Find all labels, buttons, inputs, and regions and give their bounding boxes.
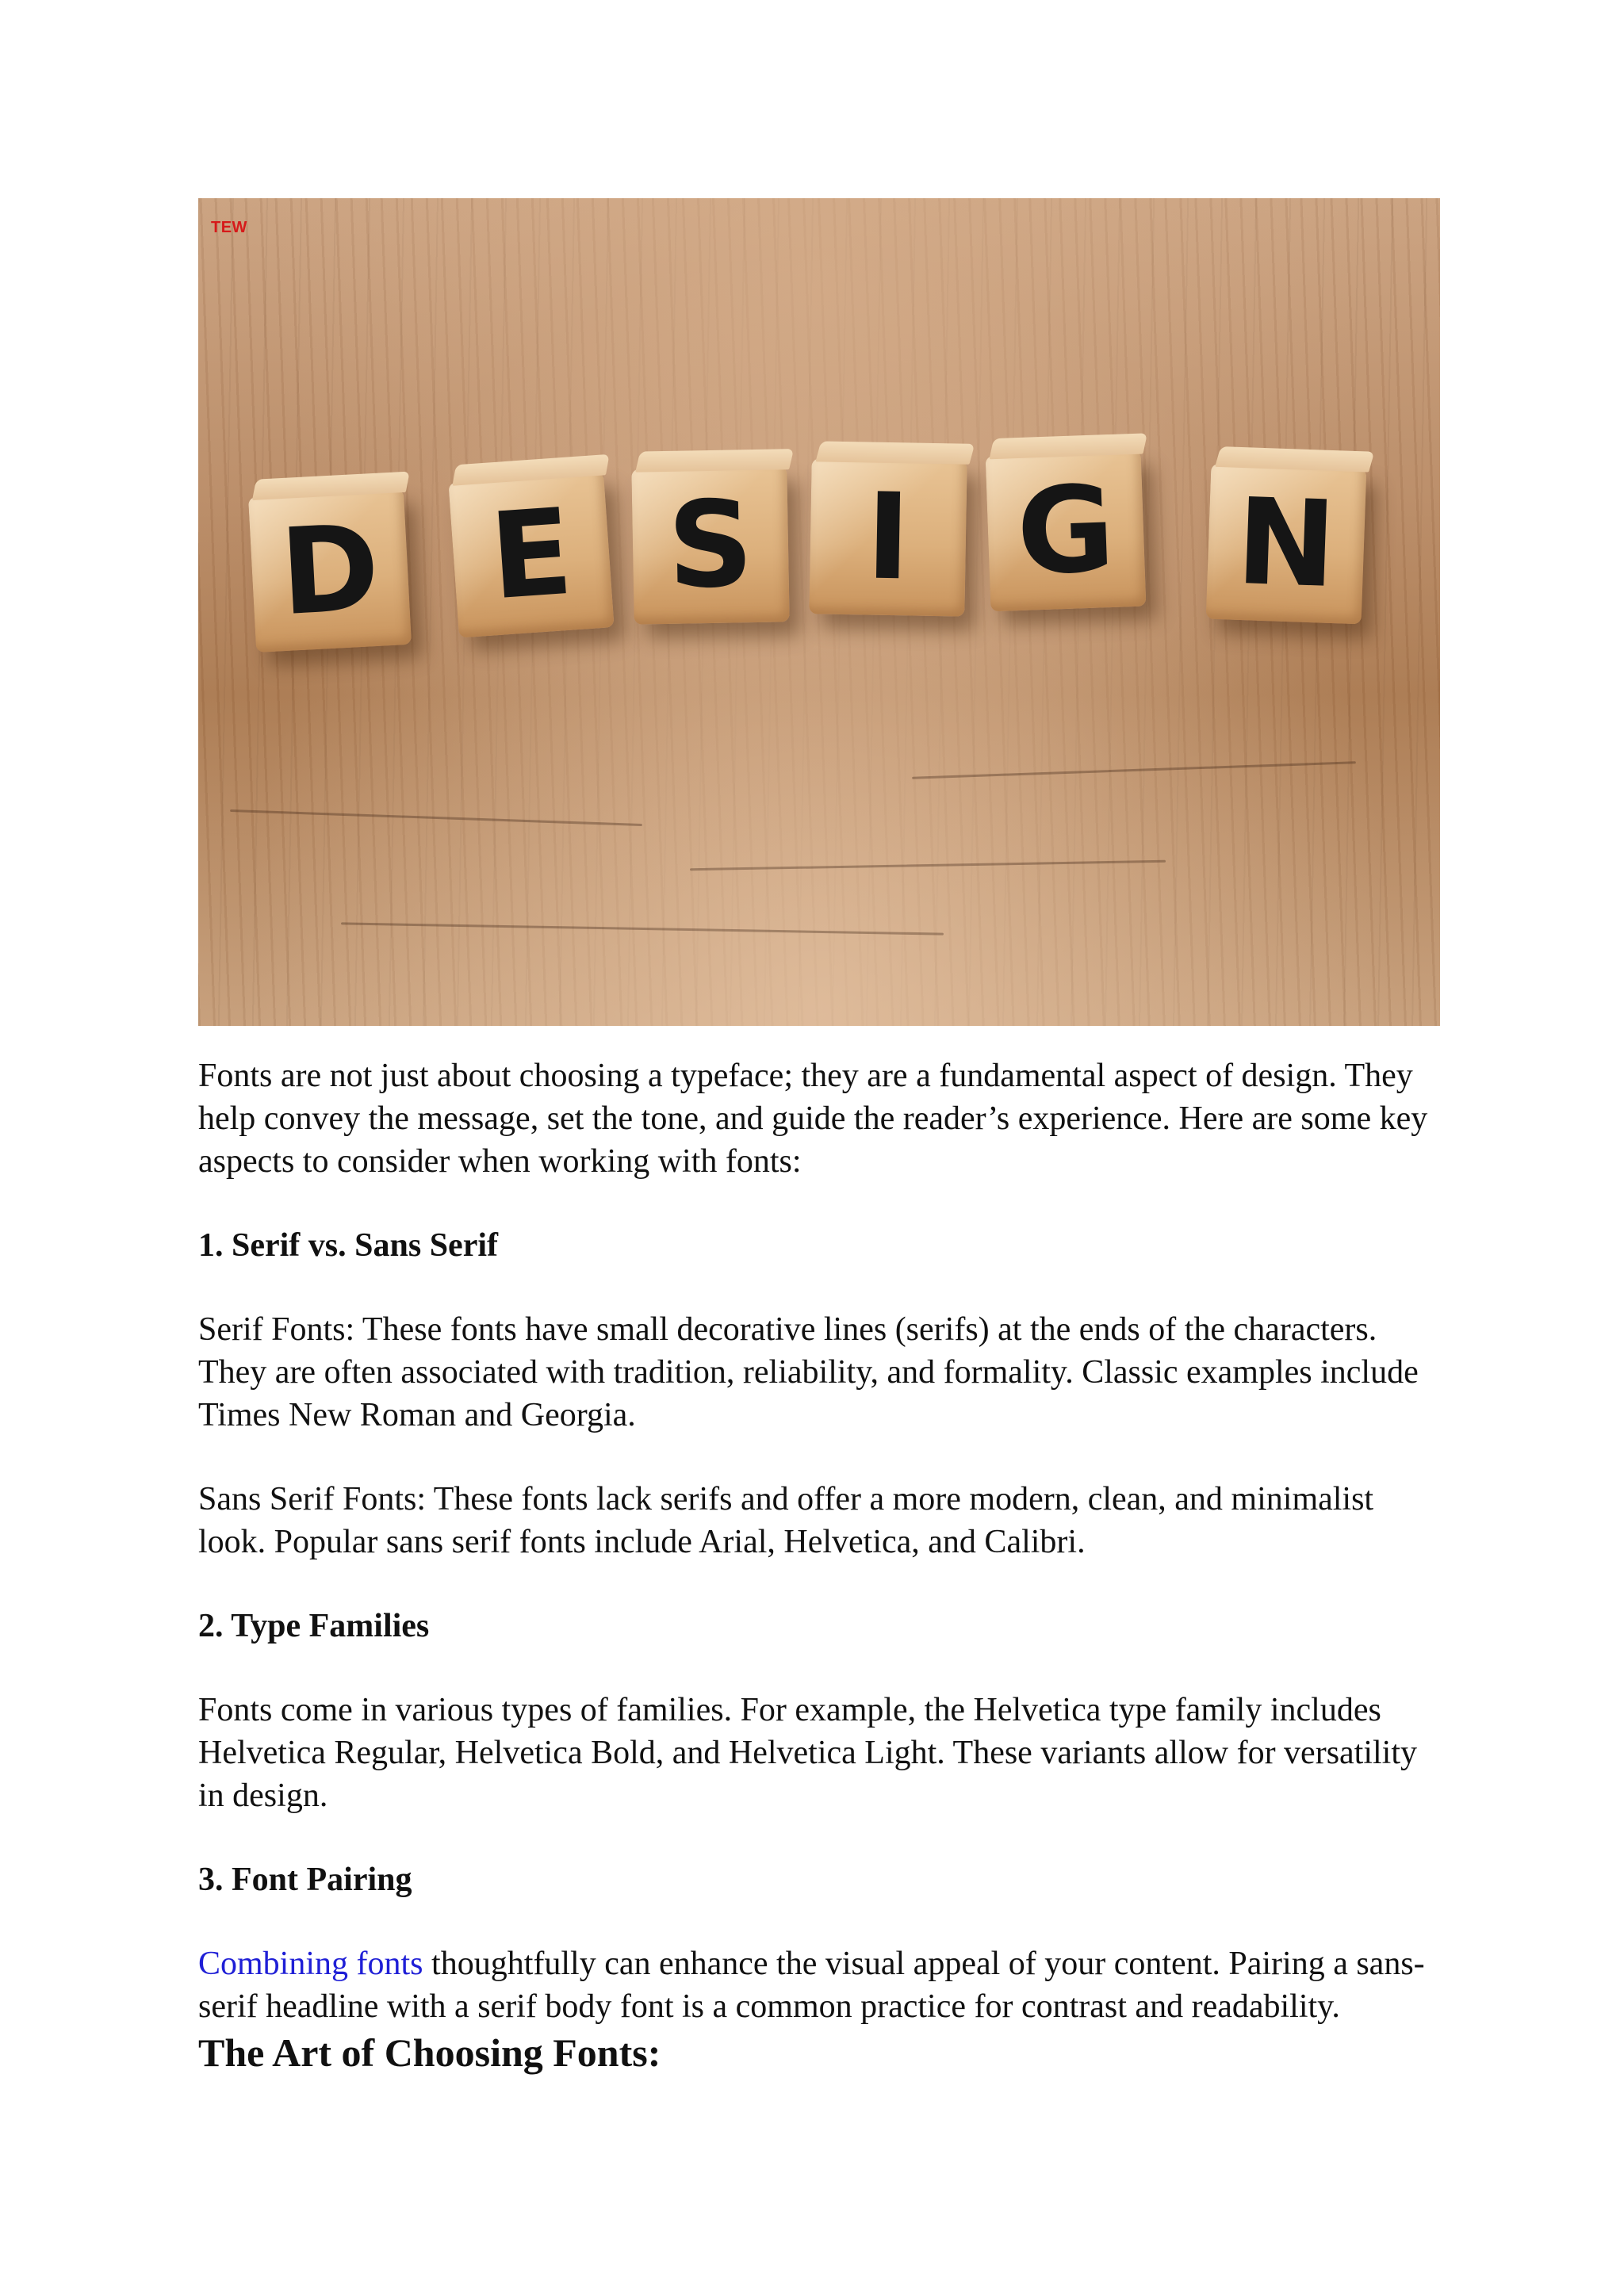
letter-block: G [986, 451, 1147, 612]
document-page [198, 198, 1443, 2077]
article-body [198, 1054, 1443, 2077]
tew-logo: TEW [211, 219, 247, 236]
letter-block: N [1206, 464, 1367, 625]
serif-paragraph: Serif Fonts: These fonts have small decorative lines (serifs) at the ends of the characters. They are often associated with tradition, reliability, and formality. Classic examples include Times New Roman and Georgia. [198, 1311, 1419, 1433]
font-pairing-text: thoughtfully can enhance the visual appeal of your content. Pairing a sans-serif headline with a serif body font is a common practice for contrast and readability. [198, 1946, 1425, 2025]
section-heading-type-families: 2. Type Families [198, 1608, 430, 1644]
sans-serif-paragraph: Sans Serif Fonts: These fonts lack serifs and offer a more modern, clean, and minimalist look. Popular sans serif fonts include Arial, Helvetica, and Calibri. [198, 1481, 1374, 1560]
combining-fonts-link[interactable]: Combining fonts [198, 1946, 423, 1982]
section-heading-serif: 1. Serif vs. Sans Serif [198, 1227, 498, 1264]
letter-blocks [198, 198, 1440, 1026]
art-of-choosing-fonts-heading: The Art of Choosing Fonts: [198, 2030, 661, 2075]
letter-block: S [631, 466, 789, 624]
font-pairing-paragraph [198, 1942, 1443, 2028]
section-heading-font-pairing: 3. Font Pairing [198, 1862, 412, 1898]
design-blocks-image [198, 198, 1440, 1026]
letter-block: D [248, 489, 412, 652]
type-families-paragraph: Fonts come in various types of families. For example, the Helvetica type family includes Helvetica Regular, Helvetica Bold, and Helvetica Light. These variants allow for versatility in design. [198, 1692, 1418, 1814]
letter-block: I [809, 458, 967, 616]
intro-paragraph: Fonts are not just about choosing a typeface; they are a fundamental aspect of design. They help convey the message, set the tone, and guide the reader’s experience. Here are some key aspects to consider when working with fonts: [198, 1058, 1428, 1180]
letter-block: E [448, 472, 614, 637]
